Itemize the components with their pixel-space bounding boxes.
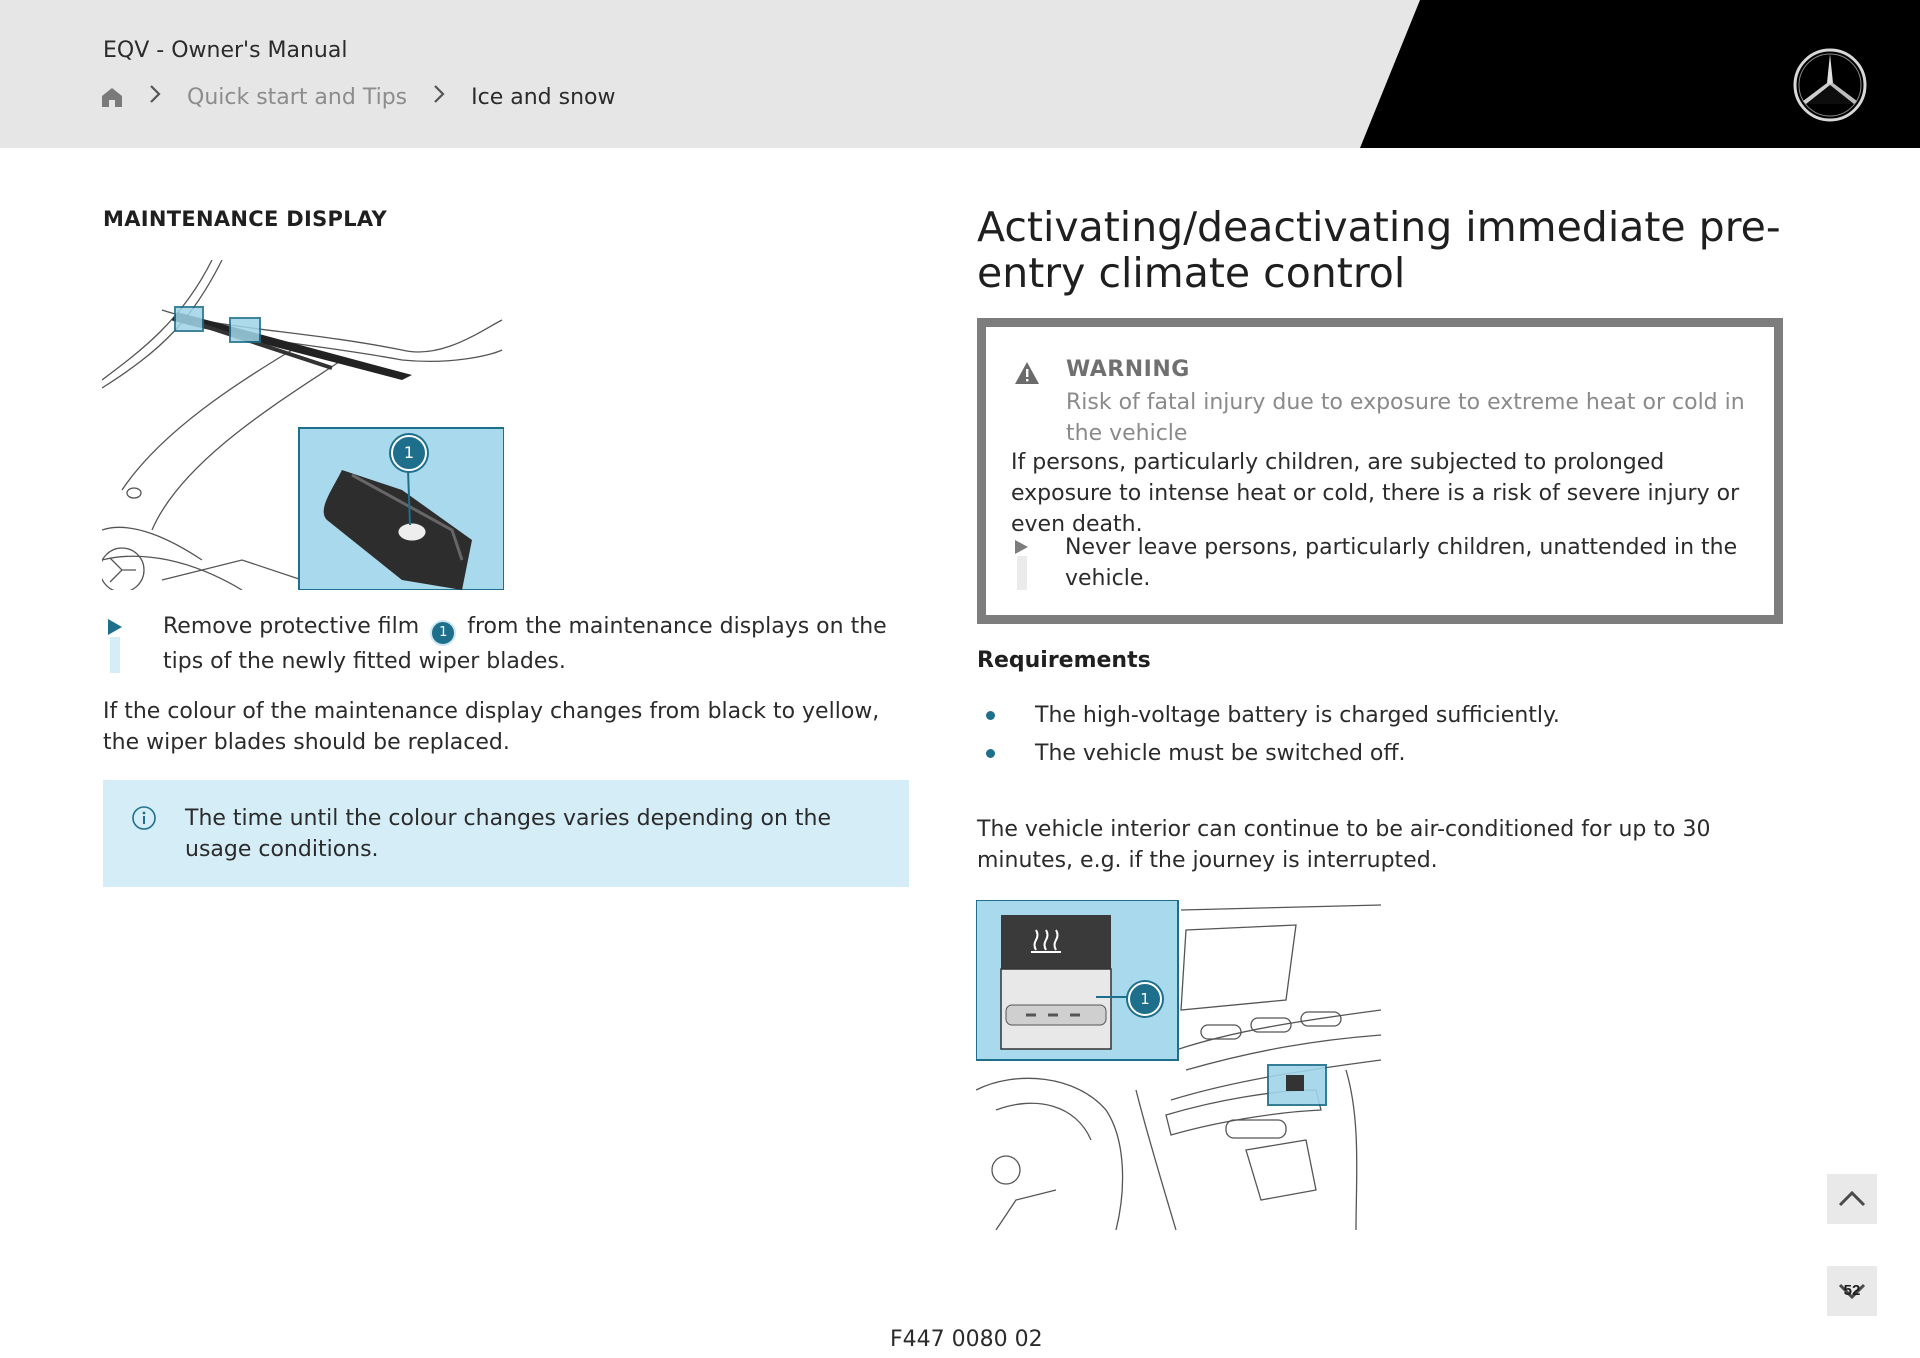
requirement-text: The vehicle must be switched off. xyxy=(1035,741,1406,766)
page-number: 52 xyxy=(1843,1282,1861,1299)
scroll-up-button[interactable] xyxy=(1827,1174,1877,1224)
warning-triangle-icon xyxy=(1014,361,1040,389)
chevron-right-icon xyxy=(433,84,445,110)
wiper-illustration xyxy=(102,260,504,590)
bullet-icon xyxy=(986,711,995,720)
step-marker xyxy=(108,611,122,671)
breadcrumb-current: Ice and snow xyxy=(471,84,616,110)
scroll-down-button[interactable] xyxy=(1827,1266,1877,1316)
colour-change-paragraph: If the colour of the maintenance display changes from black to yellow, the wiper blades should be replaced. xyxy=(103,699,880,755)
header-bar xyxy=(0,0,1920,148)
list-item xyxy=(977,700,1560,738)
warning-subtitle: Risk of fatal injury due to exposure to extreme heat or cold in the vehicle xyxy=(1066,390,1745,446)
info-note-box xyxy=(103,780,909,887)
requirements-heading: Requirements xyxy=(977,648,1151,673)
warning-box xyxy=(977,318,1783,624)
step-text-end: from the maintenance displays on the tips of the newly fitted wiper blades. xyxy=(163,614,887,674)
step-text-start: Remove protective film xyxy=(163,614,420,639)
mercedes-star-logo xyxy=(1792,47,1868,127)
bullet-icon xyxy=(986,749,995,758)
figure-callout-label: 1 xyxy=(1140,990,1150,1008)
chevron-up-icon xyxy=(1827,1174,1877,1224)
figure-callout-badge xyxy=(391,435,427,471)
climate-button-illustration xyxy=(976,900,1381,1230)
chevron-right-icon xyxy=(149,84,161,110)
list-item xyxy=(977,738,1560,776)
maintenance-display-heading: MAINTENANCE DISPLAY xyxy=(103,207,387,231)
requirements-list xyxy=(977,700,1560,776)
figure-callout-badge xyxy=(1128,982,1162,1016)
home-icon[interactable] xyxy=(101,86,123,108)
warning-body: If persons, particularly children, are subjected to prolonged exposure to intense heat or cold, there is a risk of severe injury or even death. xyxy=(1011,450,1740,537)
air-conditioning-paragraph: The vehicle interior can continue to be air-conditioned for up to 30 minutes, e.g. if the journey is interrupted. xyxy=(977,817,1711,873)
image-reference-code: F447 0080 02 xyxy=(890,1327,1043,1352)
step-text xyxy=(163,611,908,677)
document-title: EQV - Owner's Manual xyxy=(103,38,348,63)
requirement-text: The high-voltage battery is charged sufficiently. xyxy=(1035,703,1560,728)
breadcrumb xyxy=(101,80,615,114)
info-note-text: The time until the colour changes varies depending on the usage conditions. xyxy=(185,806,832,862)
warning-step-text: Never leave persons, particularly children, unattended in the vehicle. xyxy=(1065,535,1738,591)
page-title: Activating/deactivating immediate pre-entry climate control xyxy=(977,203,1781,297)
step-marker xyxy=(1015,532,1029,588)
callout-badge-inline: 1 xyxy=(430,620,456,646)
figure-callout-label: 1 xyxy=(403,443,415,462)
info-icon xyxy=(131,805,157,835)
warning-title: WARNING xyxy=(1066,357,1190,382)
breadcrumb-link-quick-start[interactable]: Quick start and Tips xyxy=(187,84,408,110)
